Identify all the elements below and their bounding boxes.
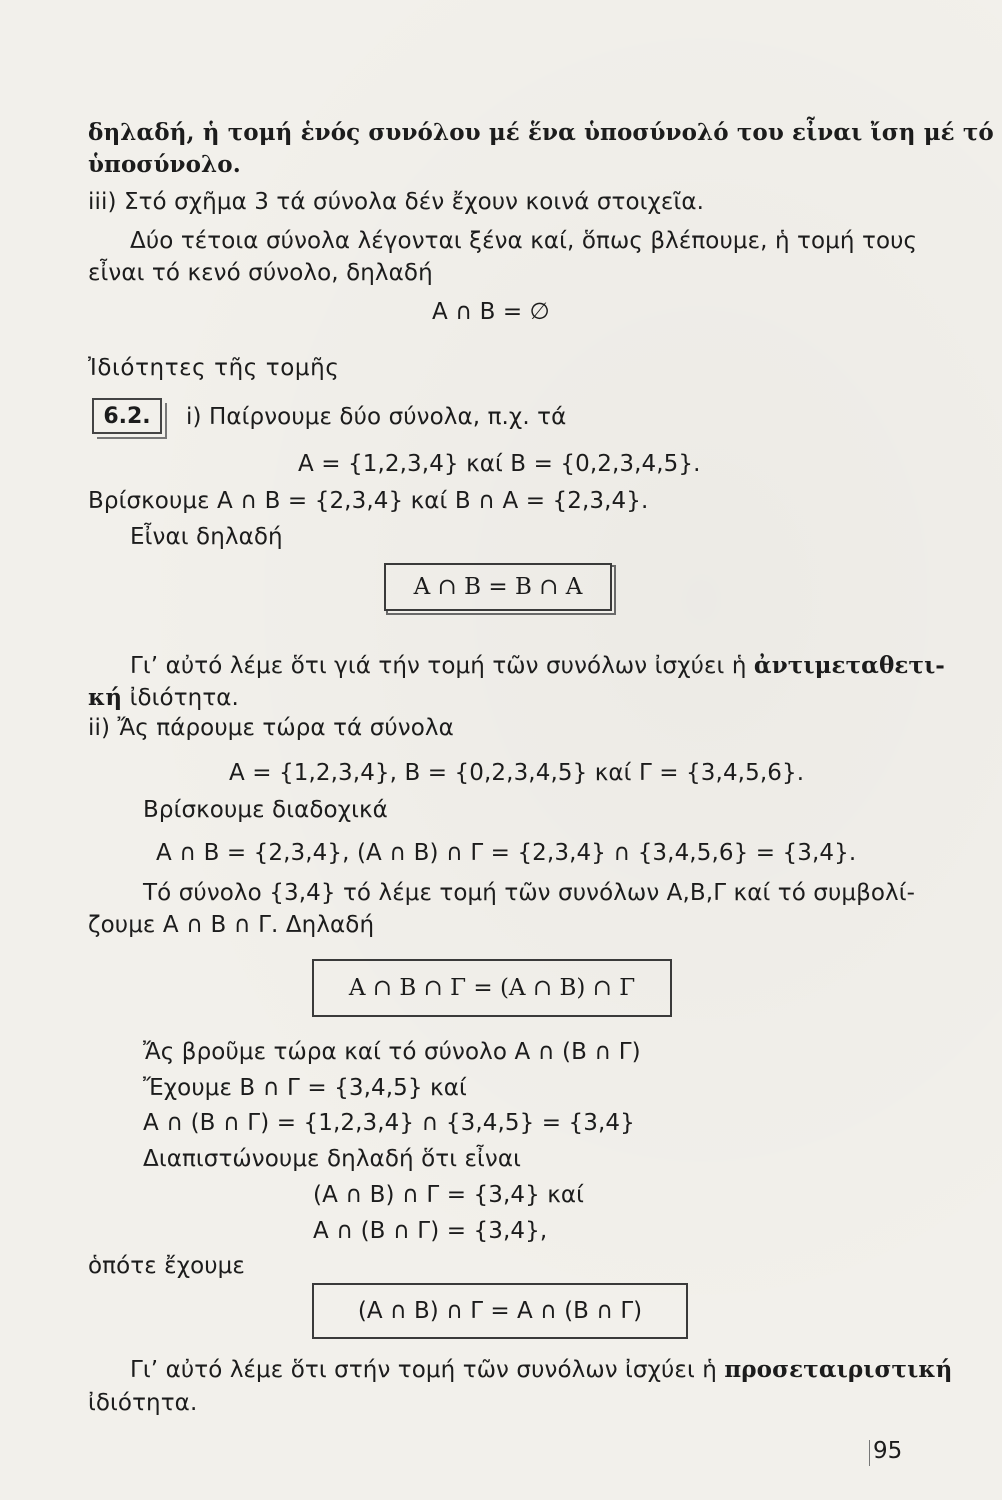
text-line: Γι’ αὐτό λέμε ὅτι γιά τήν τομή τῶν συνόλων ἰσχύει ἡ ἀντιμεταθετι- [130,652,945,679]
text-line: Δύο τέτοια σύνολα λέγονται ξένα καί, ὅπως βλέπουμε, ἡ τομή τους [130,228,918,254]
text-line: Ἄς βροῦμε τώρα καί τό σύνολο A ∩ (B ∩ Γ) [143,1039,641,1065]
text-line: i) Παίρνουμε δύο σύνολα, π.χ. τά [186,404,567,430]
text-line: κή ἰδιότητα. [88,684,239,711]
page-number: 95 [873,1438,903,1464]
equation: A ∩ B = ∅ [432,299,550,325]
section-heading: Ἰδιότητες τῆς τομῆς [88,355,340,381]
property-box-associative: (A ∩ B) ∩ Γ = A ∩ (B ∩ Γ) [312,1283,688,1339]
text-line: Ἔχουμε B ∩ Γ = {3,4,5} καί [143,1075,467,1101]
section-number: 6.2. [92,398,162,434]
equation: A = {1,2,3,4}, B = {0,2,3,4,5} καί Γ = {3,4,5,6}. [229,760,805,786]
text-line: iii) Στό σχῆμα 3 τά σύνολα δέν ἔχουν κοινά στοιχεῖα. [88,189,705,215]
text-line: ὑποσύνολο. [88,151,241,178]
page-number-rule [869,1440,870,1466]
text-line: A ∩ (B ∩ Γ) = {1,2,3,4} ∩ {3,4,5} = {3,4} [143,1110,635,1136]
equation: A ∩ (B ∩ Γ) = {3,4}, [313,1218,548,1244]
equation: A ∩ B = {2,3,4}, (A ∩ B) ∩ Γ = {2,3,4} ∩ {3,4,5,6} = {3,4}. [156,840,857,866]
text-line: εἶναι τό κενό σύνολο, δηλαδή [88,260,433,286]
text-line: ὁπότε ἔχουμε [88,1253,245,1279]
text-line: Γι’ αὐτό λέμε ὅτι στήν τομή τῶν συνόλων ἰσχύει ἡ προσεταιριστική [130,1356,953,1383]
text-line: ζουμε A ∩ B ∩ Γ. Δηλαδή [88,912,375,938]
text-line: δηλαδή, ἡ τομή ἑνός συνόλου μέ ἕνα ὑποσύνολό του εἶναι ἴση μέ τό [88,119,994,146]
property-box-commutative: A ∩ B = B ∩ A [384,563,612,611]
text-line: Βρίσκουμε A ∩ B = {2,3,4} καί B ∩ A = {2,3,4}. [88,488,649,514]
text-line: Διαπιστώνουμε δηλαδή ὅτι εἶναι [143,1146,521,1172]
text-line: Εἶναι δηλαδή [130,524,283,550]
property-box-triple: A ∩ B ∩ Γ = (A ∩ B) ∩ Γ [312,959,672,1017]
equation: (A ∩ B) ∩ Γ = {3,4} καί [313,1182,585,1208]
text-line: ἰδιότητα. [88,1390,198,1416]
equation: A = {1,2,3,4} καί B = {0,2,3,4,5}. [298,451,701,477]
text-line: Τό σύνολο {3,4} τό λέμε τομή τῶν συνόλων A,B,Γ καί τό συμβολί- [143,880,916,906]
text-line: Βρίσκουμε διαδοχικά [143,797,388,823]
text-line: ii) Ἄς πάρουμε τώρα τά σύνολα [88,715,454,741]
